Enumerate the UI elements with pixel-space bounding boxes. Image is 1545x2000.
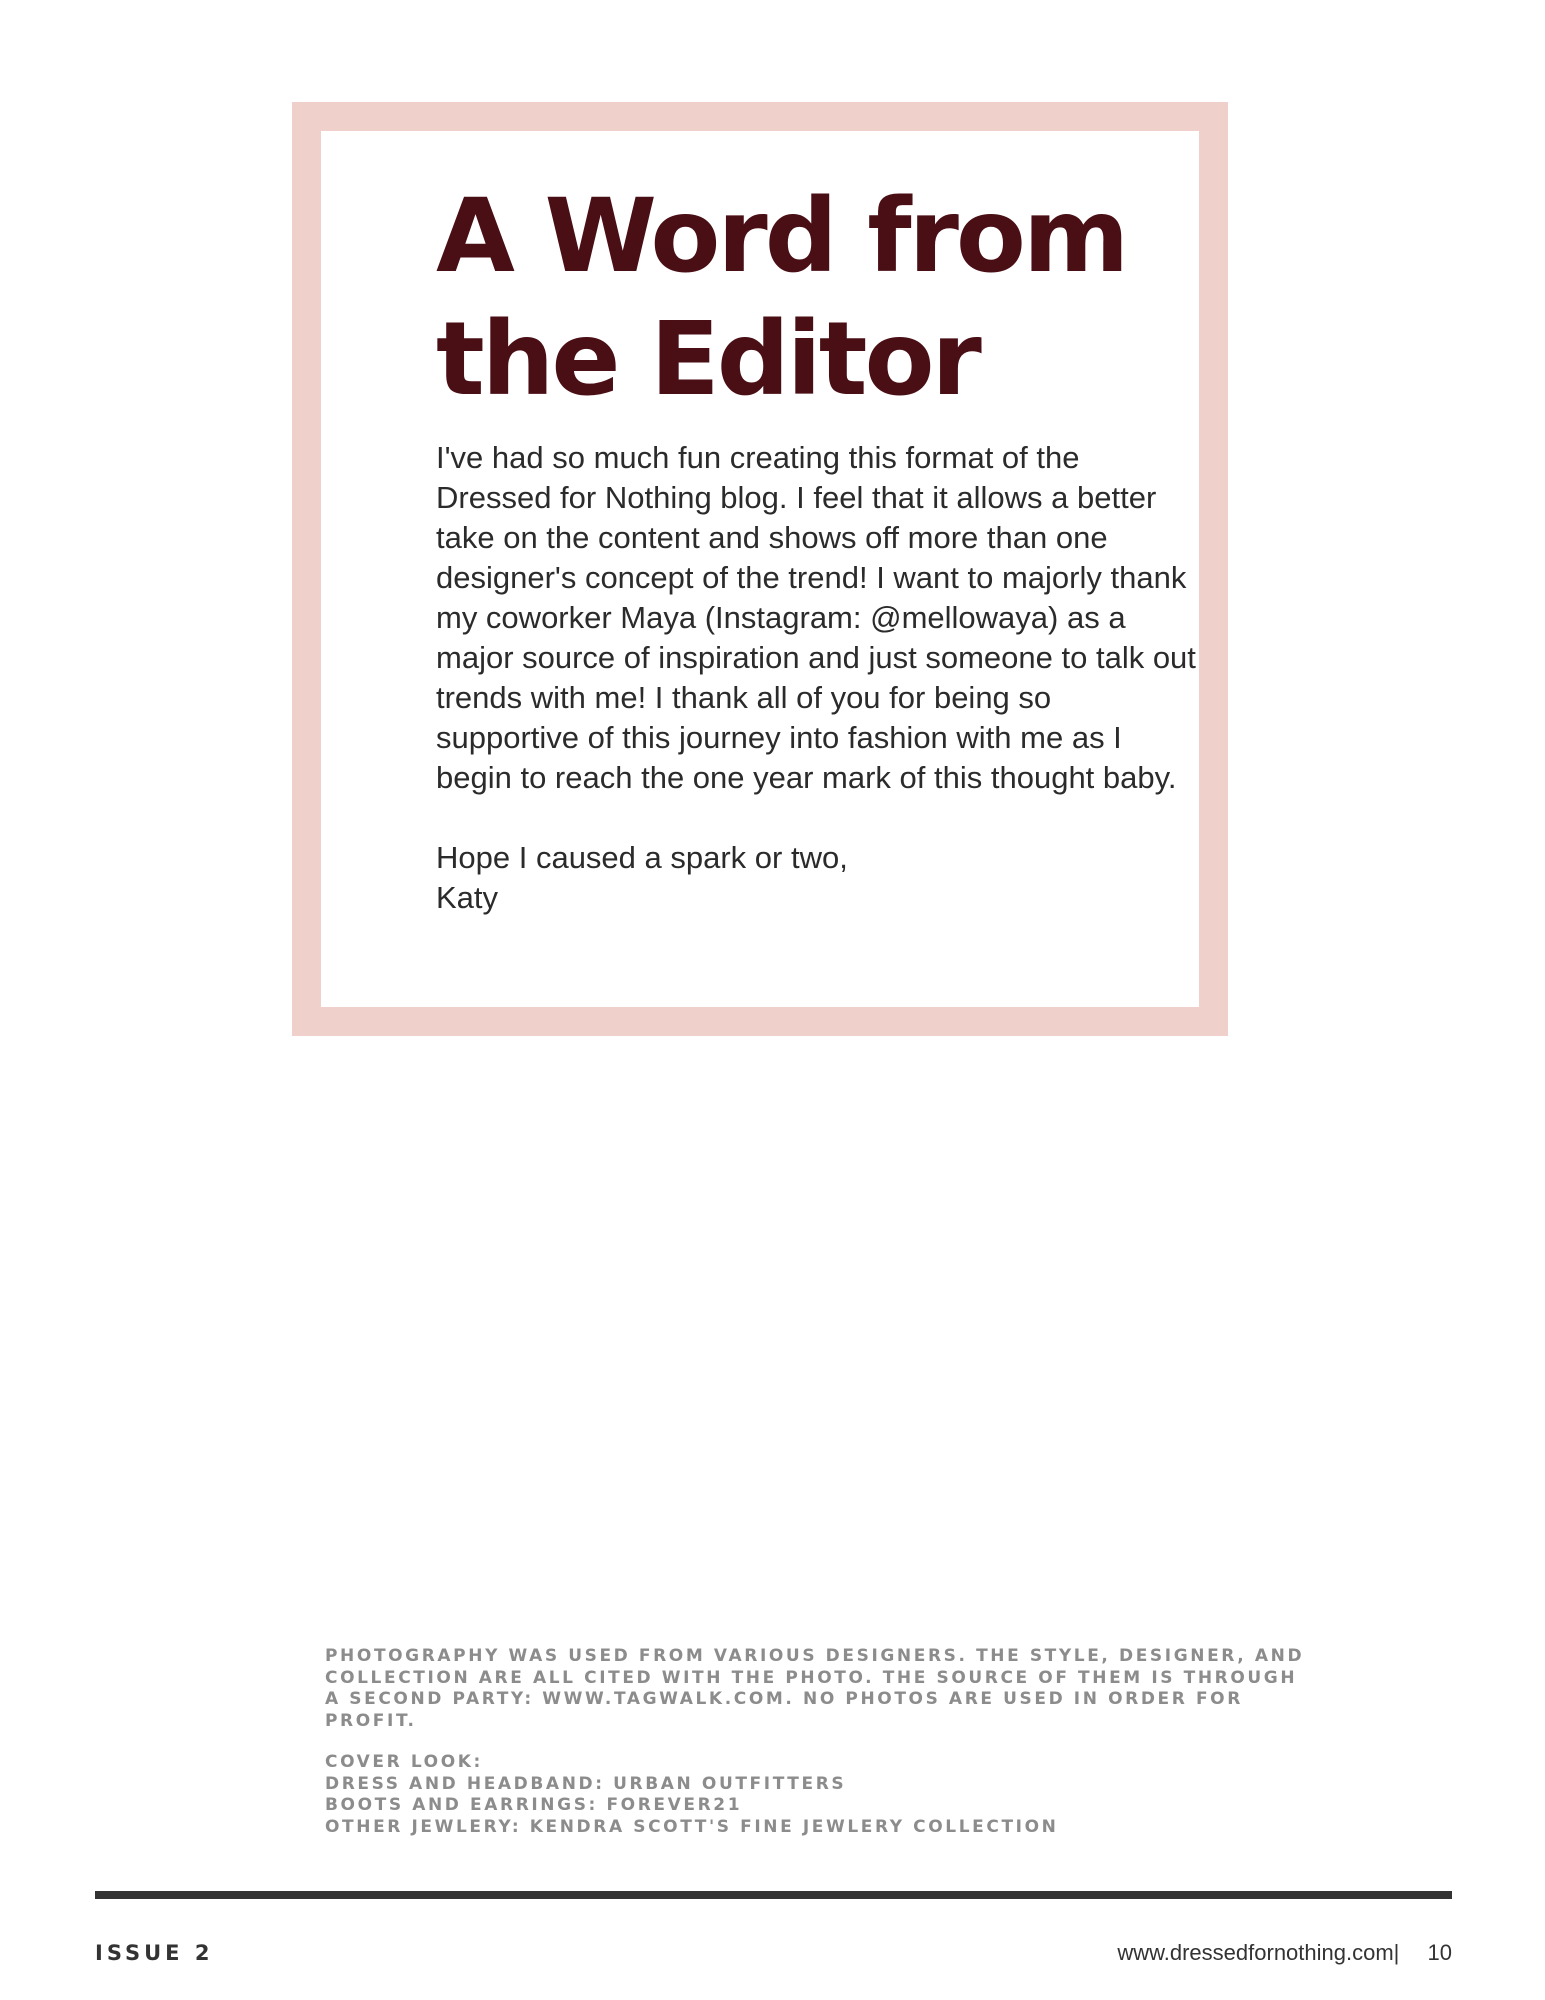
letter-signoff: Hope I caused a spark or two, [436, 840, 848, 875]
cover-credit-item: DRESS AND HEADBAND: URBAN OUTFITTERS [325, 1773, 847, 1794]
editor-note-frame [292, 102, 1228, 1036]
issue-label: ISSUE 2 [95, 1941, 214, 1965]
photo-credits [325, 1646, 1315, 1838]
photography-note: PHOTOGRAPHY WAS USED FROM VARIOUS DESIGNERS. THE STYLE, DESIGNER, AND COLLECTION ARE ALL CITED WITH THE PHOTO. THE SOURCE OF THEM IS THROUGH A SECOND PARTY: WWW.TAGWALK.COM. NO PHOTOS ARE USED IN ORDER FOR PROFIT. [325, 1646, 1305, 1731]
footer-page-info [1117, 1940, 1452, 1966]
website-link[interactable]: www.dressedfornothing.com| [1117, 1940, 1400, 1965]
footer-divider [95, 1891, 1452, 1899]
letter-paragraph: I've had so much fun creating this format of the Dressed for Nothing blog. I feel that it allows a better take on the content and shows off more than one designer's concept of the trend! I want to majorly thank my coworker Maya (Instagram: @mellowaya) as a major source of inspiration and just someone to talk out trends with me! I thank all of you for being so supportive of this journey into fashion with me as I begin to reach the one year mark of this thought baby. [436, 440, 1196, 795]
letter-signature: Katy [436, 880, 499, 915]
cover-credit-item: BOOTS AND EARRINGS: FOREVER21 [325, 1795, 743, 1815]
editor-letter [436, 438, 1196, 918]
cover-look-heading: COVER LOOK: [325, 1752, 483, 1772]
cover-credit-item: OTHER JEWLERY: KENDRA SCOTT'S FINE JEWLERY COLLECTION [325, 1816, 1059, 1837]
page-number: 10 [1427, 1940, 1452, 1965]
page-title: A Word from the Editor [436, 177, 1127, 419]
editor-note-panel [321, 131, 1199, 1007]
